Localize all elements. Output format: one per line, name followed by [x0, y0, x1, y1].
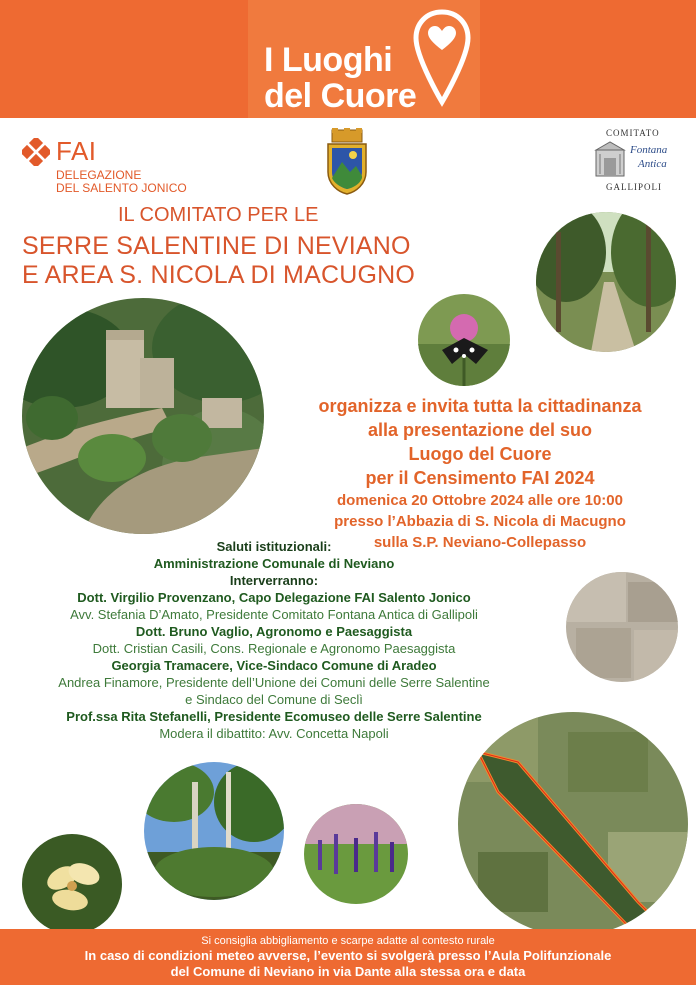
footer-advice: Si consiglia abbigliamento e scarpe adatte al contesto rurale — [201, 935, 495, 947]
comitato-top-label: COMITATO — [606, 128, 660, 138]
invite-line3: Luogo del Cuore — [408, 444, 552, 464]
fai-sub-line1: DELEGAZIONE — [56, 168, 142, 182]
footer-weather-note-2: del Comune di Neviano in via Dante alla stessa ora e data — [170, 964, 526, 979]
aerial-map-photo — [458, 712, 688, 936]
wildflower-photo — [22, 834, 122, 934]
fai-subtitle — [56, 169, 216, 195]
title-line3: E AREA S. NICOLA DI MACUGNO — [22, 261, 415, 289]
fountain-icon — [592, 140, 628, 178]
moth-on-thistle-photo — [418, 294, 510, 386]
program-block — [0, 538, 548, 742]
speaker-casili: Dott. Cristian Casili, Cons. Regionale e Agronomo Paesaggista — [92, 641, 456, 656]
logo-line1: I Luoghi — [264, 41, 393, 79]
invite-road: sulla S.P. Neviano-Collepasso — [373, 534, 587, 551]
fai-mark-icon — [22, 138, 50, 166]
invite-venue: presso l’Abbazia di S. Nicola di Macugno — [334, 513, 626, 530]
speaker-tramacere: Georgia Tramacere, Vice-Sindaco Comune di Aradeo — [111, 658, 437, 673]
invite-line2: alla presentazione del suo — [367, 420, 593, 440]
fai-name: FAI — [56, 136, 97, 166]
comitato-fontana-antica-logo — [588, 126, 680, 196]
invite-line4: per il Censimento FAI 2024 — [365, 468, 595, 488]
footer-banner — [0, 929, 696, 985]
speaker-finamore: Andrea Finamore, Presidente dell’Unione dei Comuni delle Serre Salentine — [58, 675, 490, 690]
lavender-field-photo — [304, 804, 408, 904]
moderator: Modera il dibattito: Avv. Concetta Napoli — [159, 726, 389, 741]
invitation-block — [270, 394, 690, 553]
luoghi-logo-panel — [248, 0, 480, 118]
title-line1: IL COMITATO PER LE — [118, 204, 319, 226]
speaker-stefanelli: Prof.ssa Rita Stefanelli, Presidente Ecomuseo delle Serre Salentine — [66, 709, 482, 724]
trees-photo — [144, 762, 284, 900]
fai-sub-line2: DEL SALENTO JONICO — [56, 181, 187, 195]
invite-date: domenica 20 Ottobre 2024 alle ore 10:00 — [337, 492, 623, 509]
speaker-damato: Avv. Stefania D’Amato, Presidente Comitato Fontana Antica di Gallipoli — [70, 607, 478, 622]
forest-path-photo — [536, 212, 676, 352]
header-banner — [0, 0, 696, 118]
saluti-value: Amministrazione Comunale di Neviano — [153, 556, 395, 571]
comitato-bottom-label: GALLIPOLI — [606, 182, 662, 192]
comitato-script-fontana: Fontana — [630, 144, 668, 156]
title-line2: SERRE SALENTINE DI NEVIANO — [22, 232, 411, 260]
logo-line2: del Cuore — [264, 77, 417, 115]
abbey-aerial-photo — [22, 298, 264, 534]
municipal-crest-icon — [322, 128, 372, 196]
saluti-label: Saluti istituzionali: — [216, 539, 332, 554]
comitato-script-antica: Antica — [638, 158, 667, 170]
speaker-provenzano: Dott. Virgilio Provenzano, Capo Delegazione FAI Salento Jonico — [77, 590, 471, 605]
title-block — [22, 232, 415, 290]
speaker-finamore-role: e Sindaco del Comune di Seclì — [185, 692, 363, 707]
footer-weather-note: In caso di condizioni meteo avverse, l’evento si svolgerà presso l’Aula Polifunzionale — [84, 948, 612, 963]
speaker-vaglio: Dott. Bruno Vaglio, Agronomo e Paesaggista — [135, 624, 413, 639]
stone-wall-photo — [566, 572, 678, 682]
invite-line1: organizza e invita tutta la cittadinanza — [318, 396, 642, 416]
location-heart-icon — [413, 8, 471, 108]
interverranno-label: Interverranno: — [229, 573, 319, 588]
